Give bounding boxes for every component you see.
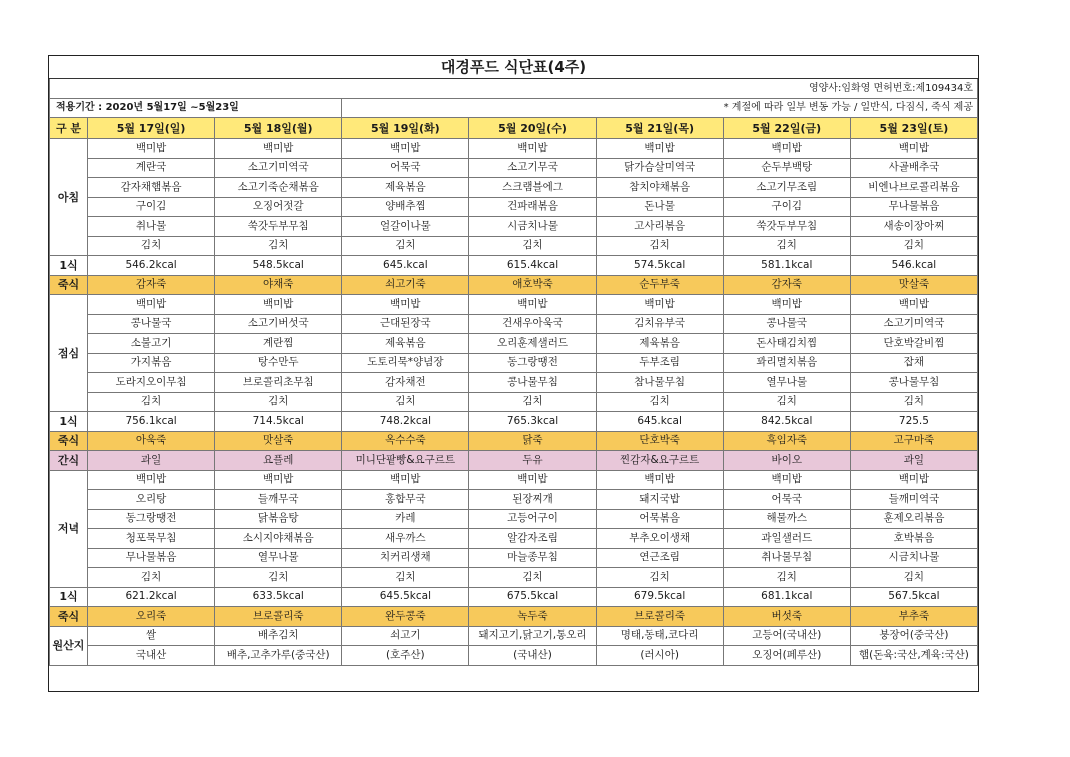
origin-cell: 붕장어(중국산): [850, 626, 977, 646]
menu-cell: 열무나물: [215, 548, 342, 568]
kcal-cell: 581.1kcal: [723, 256, 850, 276]
juk-cell: 애호박죽: [469, 275, 596, 295]
menu-cell: 콩나물무침: [469, 373, 596, 393]
juk-cell: 부추죽: [850, 607, 977, 627]
juk-cell: 녹두죽: [469, 607, 596, 627]
menu-cell: 백미밥: [850, 139, 977, 159]
menu-cell: 백미밥: [469, 470, 596, 490]
kcal-cell: 574.5kcal: [596, 256, 723, 276]
menu-cell: 알감자조림: [469, 529, 596, 549]
menu-cell: 백미밥: [596, 470, 723, 490]
menu-cell: 백미밥: [850, 295, 977, 315]
juk-cell: 흑임자죽: [723, 431, 850, 451]
menu-cell: 돈나물: [596, 197, 723, 217]
menu-row: [50, 490, 978, 510]
menu-table-body: [50, 79, 978, 665]
menu-cell: 가지볶음: [88, 353, 215, 373]
kcal-cell: 725.5: [850, 412, 977, 432]
origin-row: [50, 626, 978, 646]
menu-cell: 김치: [215, 392, 342, 412]
menu-cell: 사골배추국: [850, 158, 977, 178]
menu-cell: 비엔나브로콜리볶음: [850, 178, 977, 198]
menu-cell: 백미밥: [469, 139, 596, 159]
menu-cell: 백미밥: [342, 295, 469, 315]
juk-cell: 야채죽: [215, 275, 342, 295]
kcal-label: 1식: [50, 256, 88, 276]
menu-cell: 쑥갓두부무침: [723, 217, 850, 237]
menu-row: [50, 529, 978, 549]
kcal-cell: 679.5kcal: [596, 587, 723, 607]
kcal-cell: 748.2kcal: [342, 412, 469, 432]
info-row-top: [50, 79, 978, 98]
kcal-cell: 546.kcal: [850, 256, 977, 276]
day-header: 5월 20일(수): [469, 118, 596, 139]
menu-row: [50, 178, 978, 198]
kcal-row: [50, 587, 978, 607]
menu-cell: 치커리생채: [342, 548, 469, 568]
menu-row: [50, 158, 978, 178]
menu-cell: 김치: [342, 392, 469, 412]
kcal-cell: 621.2kcal: [88, 587, 215, 607]
kcal-cell: 615.4kcal: [469, 256, 596, 276]
menu-cell: 무나물볶음: [850, 197, 977, 217]
menu-row: [50, 217, 978, 237]
juk-cell: 쇠고기죽: [342, 275, 469, 295]
origin-label: 원산지: [50, 626, 88, 665]
menu-cell: 김치: [469, 236, 596, 256]
menu-cell: 백미밥: [88, 139, 215, 159]
menu-row: [50, 334, 978, 354]
kcal-cell: 546.2kcal: [88, 256, 215, 276]
origin-cell: 돼지고기,닭고기,통오리: [469, 626, 596, 646]
origin-cell: 명태,동태,코다리: [596, 626, 723, 646]
menu-cell: 어묵국: [342, 158, 469, 178]
menu-cell: 탕수만두: [215, 353, 342, 373]
juk-cell: 브로콜리죽: [215, 607, 342, 627]
menu-cell: 돼지국밥: [596, 490, 723, 510]
menu-row: [50, 548, 978, 568]
info-row-bottom: [50, 98, 978, 118]
day-header: 5월 21일(목): [596, 118, 723, 139]
menu-cell: 김치: [88, 236, 215, 256]
menu-cell: 백미밥: [723, 470, 850, 490]
snack-cell: 과일: [88, 451, 215, 471]
juk-cell: 고구마죽: [850, 431, 977, 451]
menu-cell: 해물까스: [723, 509, 850, 529]
menu-cell: 백미밥: [850, 470, 977, 490]
menu-cell: 부추오이생채: [596, 529, 723, 549]
menu-cell: 김치: [596, 568, 723, 588]
menu-cell: 김치: [850, 236, 977, 256]
menu-cell: 백미밥: [88, 295, 215, 315]
menu-cell: 김치: [723, 236, 850, 256]
menu-row: [50, 236, 978, 256]
menu-cell: 마늘종무침: [469, 548, 596, 568]
meal-label: 아침: [50, 139, 88, 256]
meal-label: 저녁: [50, 470, 88, 587]
snack-cell: 미니단팥빵&요구르트: [342, 451, 469, 471]
menu-cell: 건새우아욱국: [469, 314, 596, 334]
menu-cell: 브로콜리초무침: [215, 373, 342, 393]
menu-cell: 백미밥: [723, 295, 850, 315]
origin-cell: (러시아): [596, 646, 723, 666]
menu-cell: 시금치나물: [469, 217, 596, 237]
period-info: 적용기간 : 2020년 5월17일 ~5월23일: [50, 98, 342, 118]
origin-cell: 쌀: [88, 626, 215, 646]
menu-row: [50, 568, 978, 588]
menu-cell: 어묵볶음: [596, 509, 723, 529]
menu-cell: 고등어구이: [469, 509, 596, 529]
menu-cell: 된장찌개: [469, 490, 596, 510]
menu-cell: 김치: [88, 568, 215, 588]
menu-cell: 열무나물: [723, 373, 850, 393]
kcal-cell: 548.5kcal: [215, 256, 342, 276]
menu-row: [50, 470, 978, 490]
menu-cell: 김치: [596, 392, 723, 412]
juk-cell: 아욱죽: [88, 431, 215, 451]
origin-cell: 배추김치: [215, 626, 342, 646]
juk-cell: 브로콜리죽: [596, 607, 723, 627]
menu-cell: 소고기미역국: [215, 158, 342, 178]
menu-cell: 김치: [342, 236, 469, 256]
day-header: 5월 18일(월): [215, 118, 342, 139]
menu-cell: 감자채햄볶음: [88, 178, 215, 198]
menu-cell: 건파래볶음: [469, 197, 596, 217]
menu-cell: 소고기미역국: [850, 314, 977, 334]
origin-cell: 고등어(국내산): [723, 626, 850, 646]
menu-cell: 순두부백탕: [723, 158, 850, 178]
header-label: 구 분: [50, 118, 88, 139]
menu-cell: 김치: [88, 392, 215, 412]
menu-cell: 쑥갓두부무침: [215, 217, 342, 237]
menu-cell: 구이김: [723, 197, 850, 217]
origin-cell: 햄(돈육:국산,계육:국산): [850, 646, 977, 666]
menu-cell: 백미밥: [215, 470, 342, 490]
menu-cell: 오리훈제샐러드: [469, 334, 596, 354]
menu-cell: 소고기무국: [469, 158, 596, 178]
juk-cell: 완두콩죽: [342, 607, 469, 627]
menu-cell: 백미밥: [215, 295, 342, 315]
menu-cell: 돈사태김치찜: [723, 334, 850, 354]
kcal-cell: 756.1kcal: [88, 412, 215, 432]
menu-cell: 소불고기: [88, 334, 215, 354]
menu-cell: 소시지야채볶음: [215, 529, 342, 549]
menu-cell: 꽈리멸치볶음: [723, 353, 850, 373]
menu-cell: 백미밥: [215, 139, 342, 159]
menu-cell: 김치: [850, 568, 977, 588]
day-header: 5월 17일(일): [88, 118, 215, 139]
menu-cell: 취나물무침: [723, 548, 850, 568]
menu-row: [50, 353, 978, 373]
kcal-cell: 681.1kcal: [723, 587, 850, 607]
header-row: [50, 118, 978, 139]
menu-cell: 김치유부국: [596, 314, 723, 334]
menu-cell: 도라지오이무침: [88, 373, 215, 393]
note-info: * 계절에 따라 일부 변동 가능 / 일반식, 다짐식, 죽식 제공: [342, 98, 978, 118]
menu-cell: 과일샐러드: [723, 529, 850, 549]
snack-cell: 바이오: [723, 451, 850, 471]
juk-cell: 순두부죽: [596, 275, 723, 295]
menu-cell: 고사리볶음: [596, 217, 723, 237]
menu-cell: 백미밥: [596, 295, 723, 315]
page-title: 대경푸드 식단표(4주): [49, 56, 978, 79]
menu-cell: 들깨미역국: [850, 490, 977, 510]
kcal-cell: 765.3kcal: [469, 412, 596, 432]
menu-table: [49, 79, 978, 666]
snack-cell: 요플레: [215, 451, 342, 471]
menu-row: [50, 197, 978, 217]
menu-row: [50, 314, 978, 334]
menu-cell: 김치: [596, 236, 723, 256]
menu-cell: 도토리묵*양념장: [342, 353, 469, 373]
menu-cell: 소고기무조림: [723, 178, 850, 198]
juk-label: 죽식: [50, 607, 88, 627]
menu-cell: 무나물볶음: [88, 548, 215, 568]
origin-cell: 국내산: [88, 646, 215, 666]
menu-cell: 홍합무국: [342, 490, 469, 510]
menu-cell: 김치: [469, 392, 596, 412]
menu-cell: 백미밥: [469, 295, 596, 315]
menu-cell: 김치: [850, 392, 977, 412]
menu-cell: 동그랑땡전: [469, 353, 596, 373]
juk-cell: 단호박죽: [596, 431, 723, 451]
kcal-cell: 842.5kcal: [723, 412, 850, 432]
kcal-row: [50, 256, 978, 276]
juk-cell: 옥수수죽: [342, 431, 469, 451]
menu-row: [50, 373, 978, 393]
menu-cell: 닭가슴살미역국: [596, 158, 723, 178]
day-header: 5월 22일(금): [723, 118, 850, 139]
origin-cell: (호주산): [342, 646, 469, 666]
menu-cell: 연근조림: [596, 548, 723, 568]
menu-cell: 계란국: [88, 158, 215, 178]
day-header: 5월 19일(화): [342, 118, 469, 139]
menu-cell: 백미밥: [723, 139, 850, 159]
menu-cell: 동그랑땡전: [88, 509, 215, 529]
kcal-label: 1식: [50, 587, 88, 607]
menu-cell: 닭볶음탕: [215, 509, 342, 529]
juk-label: 죽식: [50, 275, 88, 295]
juk-row: [50, 275, 978, 295]
menu-cell: 양배추찜: [342, 197, 469, 217]
menu-cell: 두부조림: [596, 353, 723, 373]
menu-cell: 김치: [723, 392, 850, 412]
kcal-cell: 633.5kcal: [215, 587, 342, 607]
menu-cell: 시금치나물: [850, 548, 977, 568]
menu-cell: 김치: [723, 568, 850, 588]
juk-cell: 닭죽: [469, 431, 596, 451]
menu-cell: 콩나물무침: [850, 373, 977, 393]
juk-cell: 감자죽: [723, 275, 850, 295]
menu-cell: 감자채전: [342, 373, 469, 393]
snack-cell: 과일: [850, 451, 977, 471]
origin-cell: 오징어(페루산): [723, 646, 850, 666]
menu-row: [50, 509, 978, 529]
origin-cell: 쇠고기: [342, 626, 469, 646]
menu-cell: 김치: [215, 568, 342, 588]
juk-label: 죽식: [50, 431, 88, 451]
day-header: 5월 23일(토): [850, 118, 977, 139]
kcal-label: 1식: [50, 412, 88, 432]
snack-cell: 찐감자&요구르트: [596, 451, 723, 471]
menu-cell: 김치: [342, 568, 469, 588]
menu-cell: 콩나물국: [723, 314, 850, 334]
menu-cell: 제육볶음: [596, 334, 723, 354]
menu-cell: 김치: [469, 568, 596, 588]
menu-row: [50, 392, 978, 412]
menu-cell: 콩나물국: [88, 314, 215, 334]
menu-cell: 호박볶음: [850, 529, 977, 549]
kcal-cell: 645.kcal: [596, 412, 723, 432]
menu-cell: 들깨무국: [215, 490, 342, 510]
menu-row: [50, 139, 978, 159]
menu-cell: 구이김: [88, 197, 215, 217]
juk-cell: 오리죽: [88, 607, 215, 627]
menu-cell: 얼갈이나물: [342, 217, 469, 237]
menu-cell: 백미밥: [342, 470, 469, 490]
menu-cell: 계란찜: [215, 334, 342, 354]
kcal-cell: 675.5kcal: [469, 587, 596, 607]
juk-cell: 버섯죽: [723, 607, 850, 627]
menu-cell: 취나물: [88, 217, 215, 237]
menu-cell: 제육볶음: [342, 178, 469, 198]
menu-cell: 근대된장국: [342, 314, 469, 334]
menu-cell: 소고기버섯국: [215, 314, 342, 334]
menu-cell: 김치: [215, 236, 342, 256]
menu-sheet: [48, 55, 979, 692]
menu-cell: 카레: [342, 509, 469, 529]
menu-cell: 참나물무침: [596, 373, 723, 393]
menu-cell: 오징어젓갈: [215, 197, 342, 217]
menu-cell: 단호박갈비찜: [850, 334, 977, 354]
menu-cell: 새송이장아찌: [850, 217, 977, 237]
juk-cell: 감자죽: [88, 275, 215, 295]
kcal-cell: 645.kcal: [342, 256, 469, 276]
juk-row: [50, 431, 978, 451]
menu-row: [50, 295, 978, 315]
menu-cell: 스크램블에그: [469, 178, 596, 198]
menu-cell: 참치야채볶음: [596, 178, 723, 198]
juk-cell: 맛살죽: [215, 431, 342, 451]
meal-label: 점심: [50, 295, 88, 412]
menu-cell: 새우까스: [342, 529, 469, 549]
juk-row: [50, 607, 978, 627]
menu-cell: 어묵국: [723, 490, 850, 510]
dietitian-info: 영양사:임화영 면허번호:제109434호: [50, 79, 978, 98]
snack-label: 간식: [50, 451, 88, 471]
menu-cell: 오리탕: [88, 490, 215, 510]
kcal-cell: 714.5kcal: [215, 412, 342, 432]
origin-cell: (국내산): [469, 646, 596, 666]
menu-cell: 백미밥: [342, 139, 469, 159]
menu-cell: 청포묵무침: [88, 529, 215, 549]
menu-cell: 제육볶음: [342, 334, 469, 354]
kcal-row: [50, 412, 978, 432]
menu-cell: 백미밥: [88, 470, 215, 490]
juk-cell: 맛살죽: [850, 275, 977, 295]
origin-row: [50, 646, 978, 666]
menu-cell: 백미밥: [596, 139, 723, 159]
snack-row: [50, 451, 978, 471]
menu-cell: 잡채: [850, 353, 977, 373]
kcal-cell: 645.5kcal: [342, 587, 469, 607]
menu-cell: 훈제오리볶음: [850, 509, 977, 529]
snack-cell: 두유: [469, 451, 596, 471]
kcal-cell: 567.5kcal: [850, 587, 977, 607]
menu-cell: 소고기죽순채볶음: [215, 178, 342, 198]
origin-cell: 배추,고추가루(중국산): [215, 646, 342, 666]
